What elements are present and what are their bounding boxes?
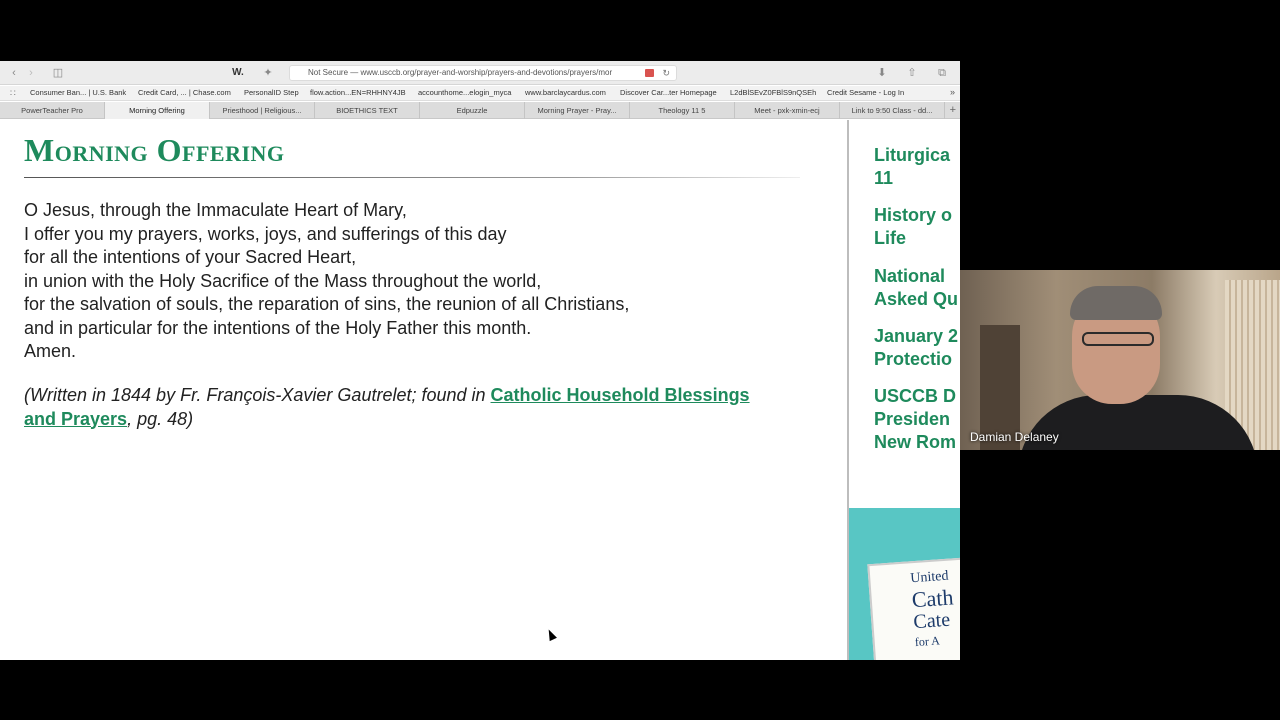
prayer-line: O Jesus, through the Immaculate Heart of Mary, [24,200,407,220]
w-extension-icon[interactable]: W. [232,67,244,78]
new-tab-button[interactable]: + [949,104,956,116]
attribution [24,384,784,431]
reload-icon[interactable]: ↻ [662,68,670,78]
tabs-icon[interactable]: ⧉ [938,67,946,79]
related-links-sidebar [849,120,960,660]
title-divider [24,177,800,178]
bookmark-item[interactable]: www.barclaycardus.com [525,88,606,97]
grid-icon[interactable]: ∷ [10,88,16,98]
browser-tab[interactable]: Link to 9:50 Class - dd... [840,102,945,119]
related-link-line: National [874,266,946,286]
share-icon[interactable]: ⇧ [907,67,917,79]
bookmark-item[interactable]: PersonalID Step [244,88,299,97]
sidebar-icon[interactable]: ◫ [52,67,64,79]
related-link-line: Liturgica [874,145,951,165]
related-link-line: New Rom [874,432,957,452]
bookmark-item[interactable]: Credit Sesame - Log In [827,88,905,97]
web-page [0,120,960,660]
browser-tab[interactable]: Edpuzzle [420,102,525,119]
chevron-double-right-icon[interactable]: » [949,87,955,97]
browser-tab[interactable]: PowerTeacher Pro [0,102,105,119]
related-link-line: Asked Qu [874,289,959,309]
bookmark-item[interactable]: Discover Car...ter Homepage [620,88,717,97]
chevron-right-icon[interactable]: › [29,67,33,79]
prayer-line: and in particular for the intentions of the Holy Father this month. [24,317,532,338]
browser-tab[interactable]: Priesthood | Religious... [210,102,315,119]
prayer-line: I offer you my prayers, works, joys, and sufferings of this day [24,223,507,244]
browser-tab-active[interactable]: Morning Offering [105,102,210,119]
browser-toolbar [0,61,960,85]
participant-hair [1070,286,1162,320]
browser-tab[interactable]: Theology 11 5 [630,102,735,119]
browser-tab[interactable]: BIOETHICS TEXT [315,102,420,119]
attribution-prefix: (Written in 1844 by Fr. François-Xavier Gautrelet; found in [24,385,491,405]
related-link[interactable] [874,265,958,311]
book-cover-text: Cate [912,608,951,634]
bookmarks-bar [0,86,960,101]
related-link-line: USCCB D [874,386,957,406]
main-content [0,120,847,660]
bookmark-item[interactable]: Consumer Ban... | U.S. Bank [30,88,127,97]
source-book-link[interactable]: Catholic Household Blessings and Prayers [24,385,750,429]
browser-tab[interactable]: Morning Prayer - Pray... [525,102,630,119]
bookmark-item[interactable]: flow.action...EN=RHHNY4JB [310,88,406,97]
book-cover-text: for A [914,633,941,650]
related-link[interactable] [874,144,950,190]
browser-tab[interactable]: Meet - pxk-xmin-ecj [735,102,840,119]
prayer-line: Amen. [24,341,77,361]
related-link-line: Presiden [874,409,951,429]
related-link-line: Life [874,228,907,248]
attribution-suffix: , pg. 48) [127,408,194,429]
bookmark-item[interactable]: Credit Card, ... | Chase.com [138,88,231,97]
participant-video-tile[interactable] [960,270,1280,450]
catechism-book-image [867,556,960,660]
download-icon[interactable]: ⬇ [877,67,887,79]
tab-strip [0,102,960,119]
bookmark-item[interactable]: accounthome...elogin_myca [418,88,512,97]
participant-glasses [1082,332,1154,346]
prayer-line: for the salvation of souls, the reparation of sins, the reunion of all Christians, [24,294,630,314]
password-key-icon[interactable] [645,69,654,77]
ruler-icon[interactable]: ✦ [263,67,273,79]
related-link[interactable] [874,325,958,371]
book-cover-text: Cath [911,584,955,613]
prayer-line: in union with the Holy Sacrifice of the Mass throughout the world, [24,270,542,291]
address-bar[interactable] [289,65,677,81]
book-cover-text: United [909,568,949,587]
promo-banner[interactable] [849,508,960,660]
page-title: Morning Offering [24,132,285,168]
chevron-left-icon[interactable]: ‹ [12,67,16,79]
address-text: Not Secure — www.usccb.org/prayer-and-worship/prayers-and-devotions/prayers/mor [308,68,613,77]
prayer-line: for all the intentions of your Sacred Heart, [24,247,357,267]
related-link-line: 11 [874,168,894,188]
related-link[interactable] [874,204,952,250]
related-link-line: History o [874,205,953,225]
prayer-text [24,199,629,364]
participant-name-label: Damian Delaney [970,430,1059,444]
related-link-line: January 2 [874,326,959,346]
mouse-cursor-icon [545,628,557,641]
shared-screen [0,61,960,660]
related-link-line: Protectio [874,349,953,369]
bookmark-item[interactable]: L2dBlSEvZ0FBlS9nQSEh [730,88,817,97]
related-link[interactable] [874,385,956,454]
